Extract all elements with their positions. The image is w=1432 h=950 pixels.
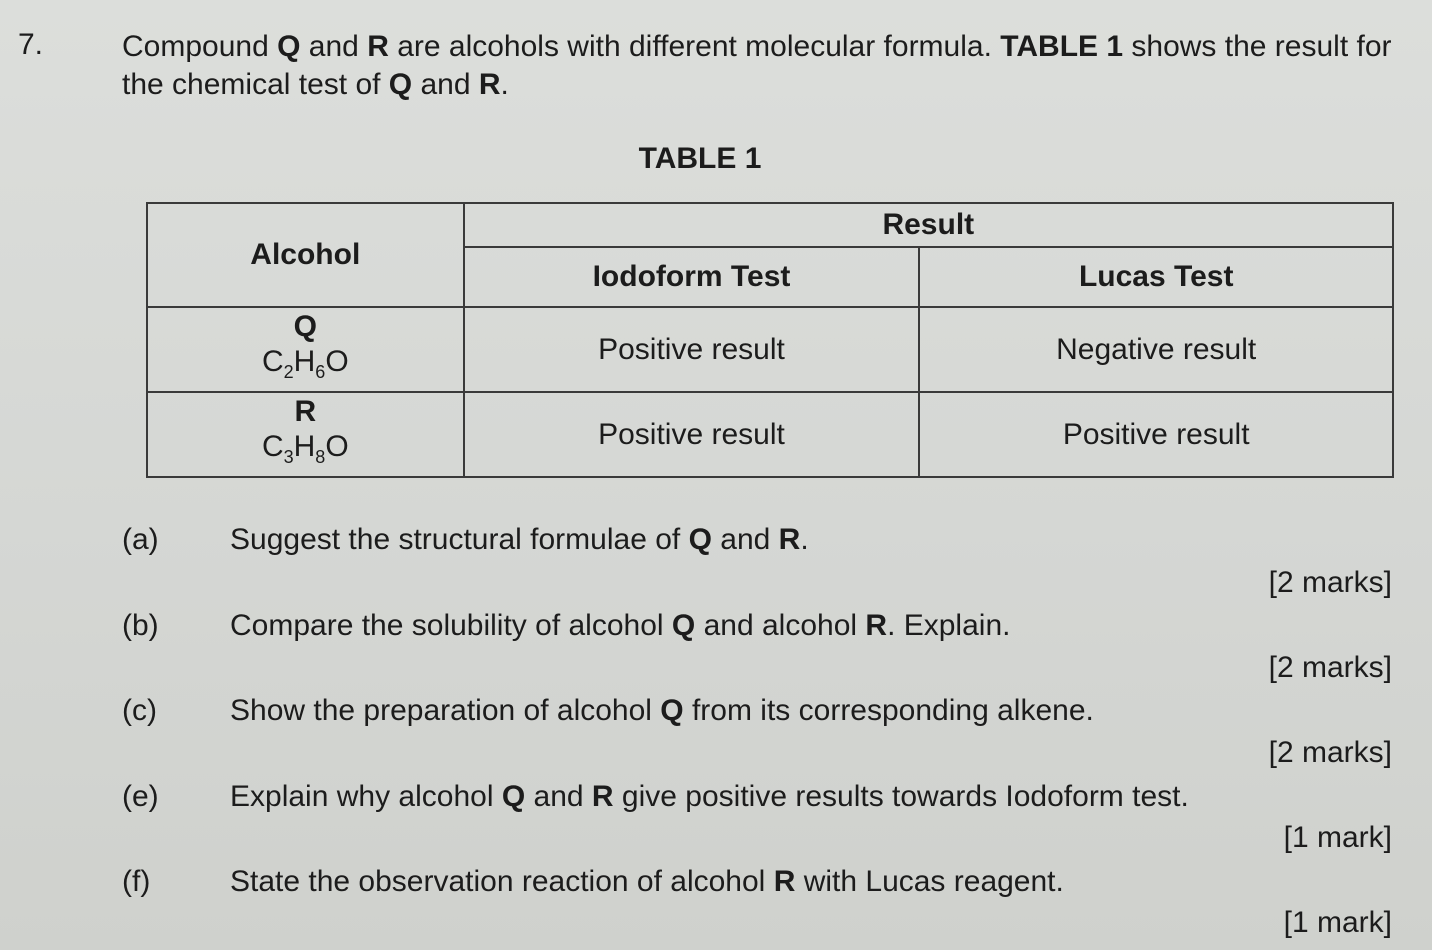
formula-subscript: 6 <box>315 361 326 382</box>
molecular-formula <box>148 344 463 390</box>
bold-run: R <box>865 609 888 642</box>
bold-run: Q <box>688 523 712 556</box>
part-label: (a) <box>122 523 159 556</box>
text-run: . Explain. <box>887 609 1011 642</box>
alcohol-cell <box>147 307 464 392</box>
table-row <box>147 307 1393 392</box>
part-label: (f) <box>122 865 151 898</box>
formula-subscript: 2 <box>283 361 294 382</box>
marks-label: [2 marks] <box>1268 566 1392 599</box>
lucas-result: Negative result <box>919 307 1393 392</box>
alcohol-label: R <box>294 394 317 428</box>
bold-run: R <box>591 780 614 813</box>
bold-run: R <box>773 865 796 898</box>
formula-element: O <box>325 429 349 463</box>
header-iodoform-test: Iodoform Test <box>464 247 920 307</box>
marks-label: [1 mark] <box>1283 821 1392 854</box>
formula-element: H <box>293 429 316 463</box>
table-row <box>147 392 1393 477</box>
text-run: Suggest the structural formulae of <box>230 523 689 556</box>
part-label: (e) <box>122 780 159 813</box>
text-run: and <box>412 68 479 101</box>
part-text <box>230 865 1064 899</box>
alcohol-cell <box>147 392 464 477</box>
question-stem <box>122 28 1392 104</box>
text-run: Compound <box>122 30 278 63</box>
header-lucas-test: Lucas Test <box>919 247 1393 307</box>
marks-label: [1 mark] <box>1283 906 1392 939</box>
text-run: with Lucas reagent. <box>795 865 1064 898</box>
formula-element: C <box>261 344 284 378</box>
text-run: Show the preparation of alcohol <box>230 694 661 727</box>
marks-label: [2 marks] <box>1268 651 1392 684</box>
text-run: and alcohol <box>695 609 866 642</box>
table-title: TABLE 1 <box>638 142 762 175</box>
bold-run: TABLE 1 <box>1000 30 1124 63</box>
part-text <box>230 694 1094 728</box>
text-run: are alcohols with different molecular formula. <box>388 30 1001 63</box>
text-run: Explain why alcohol <box>230 780 502 813</box>
formula-subscript: 3 <box>283 446 294 467</box>
text-run: State the observation reaction of alcohol <box>230 865 774 898</box>
results-table <box>146 202 1394 478</box>
part-text <box>230 609 1010 643</box>
text-run: . <box>500 68 509 101</box>
text-run: and <box>300 30 368 63</box>
formula-element: O <box>325 344 349 378</box>
header-alcohol: Alcohol <box>147 203 464 307</box>
text-run: Compare the solubility of alcohol <box>230 609 672 642</box>
molecular-formula <box>148 429 463 475</box>
bold-run: Q <box>501 780 526 813</box>
iodoform-result: Positive result <box>464 392 920 477</box>
bold-run: Q <box>277 30 301 63</box>
marks-label: [2 marks] <box>1268 736 1392 769</box>
alcohol-label: Q <box>293 309 317 343</box>
bold-run: Q <box>671 609 696 642</box>
lucas-result: Positive result <box>919 392 1393 477</box>
text-run: give positive results towards Iodoform test. <box>613 780 1189 813</box>
bold-run: Q <box>660 694 684 727</box>
text-run: shows the result for the chemical test of <box>122 30 1392 101</box>
text-run: and <box>525 780 592 813</box>
bold-run: R <box>367 30 389 63</box>
formula-subscript: 8 <box>315 446 326 467</box>
iodoform-result: Positive result <box>464 307 920 392</box>
formula-element: H <box>293 344 316 378</box>
question-number: 7. <box>18 28 44 61</box>
part-label: (c) <box>122 694 157 727</box>
part-label: (b) <box>122 609 159 642</box>
part-text <box>230 780 1189 814</box>
bold-run: R <box>778 523 801 556</box>
text-run: and <box>711 523 779 556</box>
bold-run: Q <box>388 68 413 101</box>
text-run: from its corresponding alkene. <box>683 694 1094 727</box>
part-text <box>230 523 809 557</box>
header-result: Result <box>464 203 1393 247</box>
text-run: . <box>800 523 809 556</box>
formula-element: C <box>261 429 284 463</box>
bold-run: R <box>478 68 501 101</box>
